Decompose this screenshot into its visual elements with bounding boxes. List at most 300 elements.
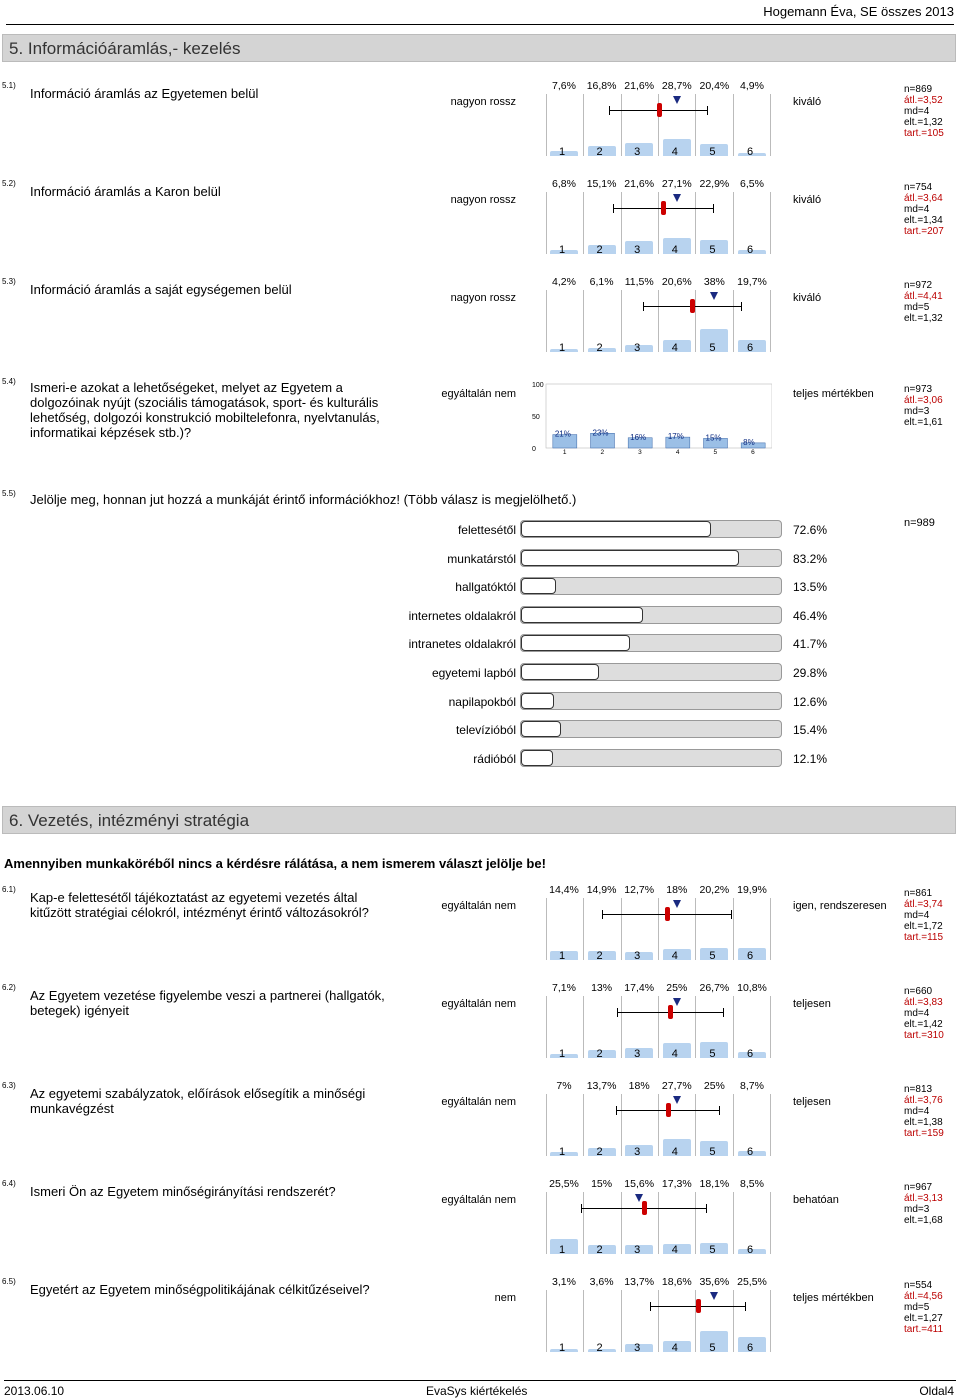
distribution-chart [546, 898, 770, 960]
percent-label: 12,7% [624, 884, 655, 896]
percent-label: 20,2% [699, 884, 730, 896]
answer-label: felettesétől [457, 523, 516, 537]
answer-label: internetes oldalakról [408, 608, 516, 623]
section-header-6 [2, 806, 956, 834]
answer-percent: 12.1% [793, 751, 828, 766]
scale-number: 3 [634, 1146, 641, 1158]
mean-marker [696, 1299, 701, 1313]
stat-sd: elt.=1,68 [904, 1215, 943, 1226]
grid-line [621, 290, 622, 352]
scale-number: 3 [634, 342, 641, 354]
scale-number: 6 [746, 1342, 754, 1354]
grid-line [695, 1094, 696, 1156]
median-marker [673, 998, 681, 1006]
percent-label: 17,3% [661, 1178, 692, 1190]
percent-label: 8,5% [740, 1178, 764, 1190]
percent-label: 6,5% [740, 178, 764, 190]
stat-mean: átl.=3,74 [904, 899, 943, 910]
grid-line [583, 1290, 584, 1352]
question-text: Információ áramlás a saját egységemen belül [30, 282, 292, 297]
header-divider [6, 24, 954, 25]
grid-line [658, 1290, 659, 1352]
scale-number: 2 [596, 1048, 603, 1060]
stat-median: md=4 [904, 1106, 930, 1117]
answer-label: egyetemi lapból [431, 666, 516, 680]
percent-label: 8,7% [740, 1080, 764, 1092]
scale-number: 5 [709, 146, 716, 158]
percent-label: 14,4% [549, 884, 579, 896]
scale-number: 6 [746, 1048, 754, 1060]
question-text: Ismeri-e azokat a lehetőségeket, melyet az Egyetem a dolgozóinak nyújt (szociális támogatások, sport- és kulturális lehetőség, dolgozói konstrukció mobiltelefonra, nyelvtanulás, informatikai képzések stb.)? [30, 380, 380, 440]
distribution-chart [546, 1094, 770, 1156]
scale-number: 1 [558, 244, 566, 256]
stat-mean: átl.=3,52 [904, 95, 943, 106]
distribution-chart [546, 1290, 770, 1352]
scale-left-label: egyáltalán nem [441, 900, 516, 912]
scale-right-label: teljes mértékben [793, 1292, 874, 1304]
x-axis-tick: 3 [638, 449, 642, 454]
stat-median: md=5 [904, 302, 930, 313]
grid-line [621, 898, 622, 960]
answer-percent: 15.4% [793, 723, 828, 738]
question-stats [904, 1182, 943, 1226]
answer-percent: 12.6% [793, 694, 828, 709]
scale-left-label: nagyon rossz [450, 96, 516, 108]
scale-number: 1 [558, 950, 566, 962]
mean-marker [642, 1201, 647, 1215]
stat-median: md=3 [904, 1204, 930, 1215]
answer-bar-fill [521, 635, 630, 651]
grid-line [695, 1192, 696, 1254]
percent-label: 26,7% [699, 982, 730, 994]
y-axis-tick: 50 [532, 414, 540, 421]
grid-line [695, 290, 696, 352]
answer-percent: 46.4% [793, 608, 828, 623]
percent-label: 3,6% [589, 1276, 614, 1288]
answer-percent: 72.6% [793, 523, 828, 537]
answer-bar-fill [521, 578, 556, 594]
grid-line [546, 1094, 547, 1156]
percent-label: 20,6% [661, 276, 692, 288]
percent-label: 17,4% [624, 982, 655, 994]
scale-number: 6 [746, 950, 754, 962]
scale-number: 4 [671, 146, 678, 158]
percent-label: 4,9% [740, 80, 764, 92]
question-number: 5.1) [2, 81, 16, 90]
percent-label: 6,1% [589, 276, 614, 288]
question-text: Ismeri Ön az Egyetem minőségirányítási rendszerét? [30, 1184, 336, 1199]
median-marker [710, 292, 718, 300]
stat-median: md=4 [904, 1008, 930, 1019]
section-title: 6. Vezetés, intézményi stratégia [9, 811, 250, 830]
percent-label: 4,2% [552, 276, 576, 288]
x-axis-tick: 5 [713, 449, 718, 454]
grid-line [546, 192, 547, 254]
scale-number: 4 [671, 1244, 678, 1256]
scale-right-label: igen, rendszeresen [793, 900, 887, 912]
answer-row [0, 749, 960, 769]
question-number: 6.3) [2, 1081, 16, 1090]
scale-number: 5 [709, 342, 716, 354]
percent-label: 15% [591, 1178, 613, 1190]
percent-label: 15,1% [586, 178, 617, 190]
answer-row [0, 606, 960, 626]
mean-marker [666, 1103, 671, 1117]
scale-number: 3 [634, 950, 641, 962]
stat-abstain: tart.=159 [904, 1128, 944, 1139]
grid-line [583, 290, 584, 352]
scale-number: 5 [709, 1146, 716, 1158]
mean-marker [668, 1005, 673, 1019]
stat-n: n=861 [904, 888, 933, 899]
grid-line [546, 94, 547, 156]
scale-number: 4 [671, 1146, 678, 1158]
answer-bar [520, 520, 782, 538]
grid-line [621, 192, 622, 254]
percent-label: 16,8% [586, 80, 617, 92]
section-title: 5. Információáramlás,- kezelés [9, 39, 241, 58]
percent-label: 19,9% [737, 884, 767, 896]
question-text: Egyetért az Egyetem minőségpolitikájának célkitűzéseivel? [30, 1282, 370, 1297]
percent-label: 35,6% [699, 1276, 730, 1288]
answer-bar [520, 549, 782, 567]
percent-label: 13,7% [624, 1276, 655, 1288]
stat-n: n=754 [904, 182, 933, 193]
stat-mean: átl.=3,13 [904, 1193, 943, 1204]
scale-right-label: kiváló [793, 292, 822, 304]
bar-value-label: 23% [592, 428, 609, 438]
answer-bar-fill [521, 664, 599, 680]
stat-n: n=967 [904, 1182, 933, 1193]
question-stats [904, 1084, 944, 1139]
percent-label: 19,7% [737, 276, 767, 288]
scale-left-label: nagyon rossz [450, 194, 516, 206]
stat-abstain: tart.=207 [904, 226, 944, 237]
footer-page: Oldal4 [919, 1384, 954, 1398]
answer-percent: 83.2% [793, 551, 828, 566]
scale-number: 5 [709, 1048, 716, 1060]
scale-number: 5 [709, 1342, 716, 1354]
percent-label: 38% [703, 276, 725, 288]
question-stats [904, 182, 944, 237]
percent-label: 25,5% [549, 1178, 579, 1190]
grid-line [695, 996, 696, 1058]
grid-line [770, 94, 771, 156]
scale-number: 4 [671, 950, 678, 962]
answer-percent: 41.7% [793, 637, 828, 652]
y-axis-tick: 100 [532, 382, 544, 389]
bar-value-label: 16% [630, 432, 647, 442]
mean-marker [665, 907, 670, 921]
question-number: 6.5) [2, 1277, 16, 1286]
stat-sd: elt.=1,42 [904, 1019, 943, 1030]
scale-number: 1 [558, 1244, 566, 1256]
distribution-chart [546, 1192, 770, 1254]
stat-mean: átl.=3,06 [904, 395, 943, 406]
x-axis-tick: 2 [600, 449, 605, 454]
grid-line [658, 290, 659, 352]
scale-left-label: egyáltalán nem [441, 388, 516, 400]
answer-label: munkatárstól [447, 551, 516, 566]
question-number: 5.3) [2, 277, 16, 286]
distribution-chart [546, 996, 770, 1058]
answer-row [0, 577, 960, 597]
mean-marker [657, 103, 662, 117]
scale-left-label: nagyon rossz [450, 292, 516, 304]
percent-label: 25,5% [737, 1276, 767, 1288]
distribution-chart [546, 192, 770, 254]
grid-line [733, 192, 734, 254]
answer-percent: 29.8% [793, 666, 828, 680]
stat-mean: átl.=4,56 [904, 1291, 943, 1302]
scale-number: 2 [596, 244, 603, 256]
stat-sd: elt.=1,27 [904, 1313, 943, 1324]
answer-label: napilapokból [448, 694, 516, 709]
section-header-5 [2, 34, 956, 62]
grid-line [695, 94, 696, 156]
answer-bar-fill [521, 607, 643, 623]
x-axis-tick: 1 [562, 449, 567, 454]
bar-value-label: 8% [743, 437, 755, 447]
question-stats [904, 1280, 943, 1335]
percent-label: 11,5% [624, 276, 654, 288]
percent-label: 13% [591, 982, 613, 994]
answer-row [0, 634, 960, 654]
answer-bar [520, 749, 782, 767]
question-stats [904, 986, 944, 1041]
stat-mean: átl.=4,41 [904, 291, 943, 302]
grid-line [583, 996, 584, 1058]
grid-line [546, 898, 547, 960]
grid-line [733, 1192, 734, 1254]
grid-line [733, 996, 734, 1058]
scale-number: 6 [746, 244, 754, 256]
scale-number: 6 [746, 1146, 754, 1158]
scale-number: 4 [671, 1048, 678, 1060]
scale-left-label: egyáltalán nem [441, 1096, 516, 1108]
percent-label: 18% [666, 884, 688, 896]
grid-line [621, 94, 622, 156]
grid-line [770, 996, 771, 1058]
answer-label: televízióból [455, 723, 516, 738]
answer-bar [520, 720, 782, 738]
scale-right-label: teljes mértékben [793, 388, 874, 400]
scale-number: 2 [596, 1244, 603, 1256]
question-stats [904, 888, 943, 943]
stat-n: n=554 [904, 1280, 933, 1291]
scale-number: 6 [746, 342, 754, 354]
scale-number: 1 [558, 1342, 566, 1354]
stat-n: n=973 [904, 384, 933, 395]
answer-bar [520, 577, 782, 595]
answer-row [0, 549, 960, 569]
plot-area [546, 384, 772, 448]
scale-number: 5 [709, 244, 716, 256]
grid-line [770, 1192, 771, 1254]
stat-median: md=4 [904, 106, 930, 117]
grid-line [583, 898, 584, 960]
percent-label: 15,6% [624, 1178, 655, 1190]
scale-number: 1 [558, 1048, 566, 1060]
grid-line [733, 1094, 734, 1156]
median-marker [673, 194, 681, 202]
percent-label: 7,6% [552, 80, 576, 92]
scale-number: 6 [746, 1244, 754, 1256]
scale-right-label: teljesen [793, 998, 831, 1010]
footer-date: 2013.06.10 [4, 1384, 65, 1398]
question-number: 5.2) [2, 179, 16, 188]
grid-line [621, 1192, 622, 1254]
answer-bar [520, 692, 782, 710]
median-marker [673, 900, 681, 908]
scale-number: 3 [634, 1048, 641, 1060]
scale-number: 4 [671, 244, 678, 256]
answer-label: hallgatóktól [455, 580, 516, 595]
mean-marker [661, 201, 666, 215]
stat-abstain: tart.=105 [904, 128, 944, 139]
distribution-chart [546, 94, 770, 156]
answer-bar-fill [521, 550, 739, 566]
question-number: 5.4) [2, 377, 16, 386]
scale-number: 3 [634, 1342, 641, 1354]
scale-number: 3 [634, 244, 641, 256]
question-stats [904, 84, 944, 139]
grid-line [733, 94, 734, 156]
scale-right-label: kiváló [793, 96, 822, 108]
scale-number: 6 [746, 146, 754, 158]
percent-label: 25% [666, 982, 688, 994]
grid-line [621, 1290, 622, 1352]
answer-bar [520, 606, 782, 624]
question-text: Információ áramlás a Karon belül [30, 184, 221, 199]
y-axis-tick: 0 [532, 446, 536, 453]
median-marker [673, 96, 681, 104]
scale-right-label: teljesen [793, 1096, 831, 1108]
scale-number: 2 [596, 146, 603, 158]
footer-center: EvaSys kiértékelés [426, 1384, 528, 1398]
grid-line [770, 1290, 771, 1352]
grid-line [546, 1192, 547, 1254]
stat-n: n=989 [904, 517, 935, 529]
mean-marker [690, 299, 695, 313]
answer-row [0, 663, 960, 683]
stat-median: md=5 [904, 1302, 930, 1313]
answer-row [0, 692, 960, 712]
question-text: Információ áramlás az Egyetemen belül [30, 86, 259, 101]
percent-label: 22,9% [699, 178, 730, 190]
scale-number: 1 [558, 146, 566, 158]
grid-line [621, 1094, 622, 1156]
percent-label: 10,8% [737, 982, 767, 994]
percent-label: 18,1% [699, 1178, 730, 1190]
distribution-histogram [532, 380, 772, 454]
stat-sd: elt.=1,72 [904, 921, 943, 932]
stat-median: md=3 [904, 406, 930, 417]
grid-line [695, 898, 696, 960]
median-marker [673, 1096, 681, 1104]
grid-line [658, 898, 659, 960]
scale-number: 4 [671, 1342, 678, 1354]
grid-line [583, 94, 584, 156]
scale-number: 2 [596, 1146, 603, 1158]
stat-n: n=869 [904, 84, 933, 95]
percent-label: 3,1% [552, 1276, 576, 1288]
scale-number: 1 [558, 1146, 566, 1158]
stat-sd: elt.=1,32 [904, 117, 943, 128]
stat-abstain: tart.=411 [904, 1324, 944, 1335]
stat-median: md=4 [904, 204, 930, 215]
scale-right-label: kiváló [793, 194, 822, 206]
answer-row [0, 517, 960, 540]
answer-bar-fill [521, 721, 561, 737]
bar-value-label: 15% [705, 433, 722, 443]
grid-line [658, 1192, 659, 1254]
grid-line [733, 290, 734, 352]
grid-line [733, 898, 734, 960]
percent-label: 18% [628, 1080, 650, 1092]
grid-line [770, 290, 771, 352]
grid-line [546, 996, 547, 1058]
scale-left-label: egyáltalán nem [441, 998, 516, 1010]
answer-label: rádióból [473, 751, 516, 766]
answer-bar [520, 634, 782, 652]
percent-label: 18,6% [661, 1276, 692, 1288]
distribution-chart [546, 290, 770, 352]
scale-number: 5 [709, 1244, 716, 1256]
percent-label: 27,7% [661, 1080, 692, 1092]
question-number: 6.1) [2, 885, 16, 894]
instruction-note: Amennyiben munkaköréből nincs a kérdésre rálátása, a nem ismerem választ jelölje be! [4, 856, 546, 871]
footer-divider [4, 1380, 956, 1381]
question-stats [904, 384, 943, 428]
percent-label: 20,4% [699, 80, 730, 92]
scale-left-label: egyáltalán nem [441, 1194, 516, 1206]
percent-label: 28,7% [661, 80, 692, 92]
stat-mean: átl.=3,64 [904, 193, 943, 204]
stat-mean: átl.=3,76 [904, 1095, 943, 1106]
bar-value-label: 21% [554, 429, 571, 439]
stat-sd: elt.=1,61 [904, 417, 943, 428]
question-text: Az egyetemi szabályzatok, előírások elősegítik a minőségi munkavégzést [30, 1086, 366, 1116]
grid-line [658, 192, 659, 254]
question-number: 5.5) [2, 489, 16, 498]
stat-sd: elt.=1,34 [904, 215, 943, 226]
scale-number: 5 [709, 950, 716, 962]
scale-right-label: behatóan [793, 1194, 839, 1206]
stat-abstain: tart.=310 [904, 1030, 944, 1041]
grid-line [733, 1290, 734, 1352]
answer-bar-fill [521, 693, 554, 709]
answer-row [0, 720, 960, 740]
percent-label: 21,6% [624, 80, 655, 92]
percent-label: 7% [556, 1080, 572, 1092]
grid-line [770, 898, 771, 960]
scale-number: 4 [671, 342, 678, 354]
stat-sd: elt.=1,38 [904, 1117, 943, 1128]
percent-label: 25% [703, 1080, 725, 1092]
grid-line [658, 996, 659, 1058]
percent-label: 13,7% [586, 1080, 617, 1092]
scale-number: 2 [596, 950, 603, 962]
stat-sd: elt.=1,32 [904, 313, 943, 324]
question-text: Az Egyetem vezetése figyelembe veszi a partnerei (hallgatók, betegek) igényeit [30, 988, 385, 1018]
answer-percent: 13.5% [793, 580, 828, 595]
grid-line [583, 1094, 584, 1156]
percent-label: 7,1% [552, 982, 576, 994]
grid-line [583, 192, 584, 254]
question-stats [904, 280, 943, 324]
grid-line [770, 1094, 771, 1156]
